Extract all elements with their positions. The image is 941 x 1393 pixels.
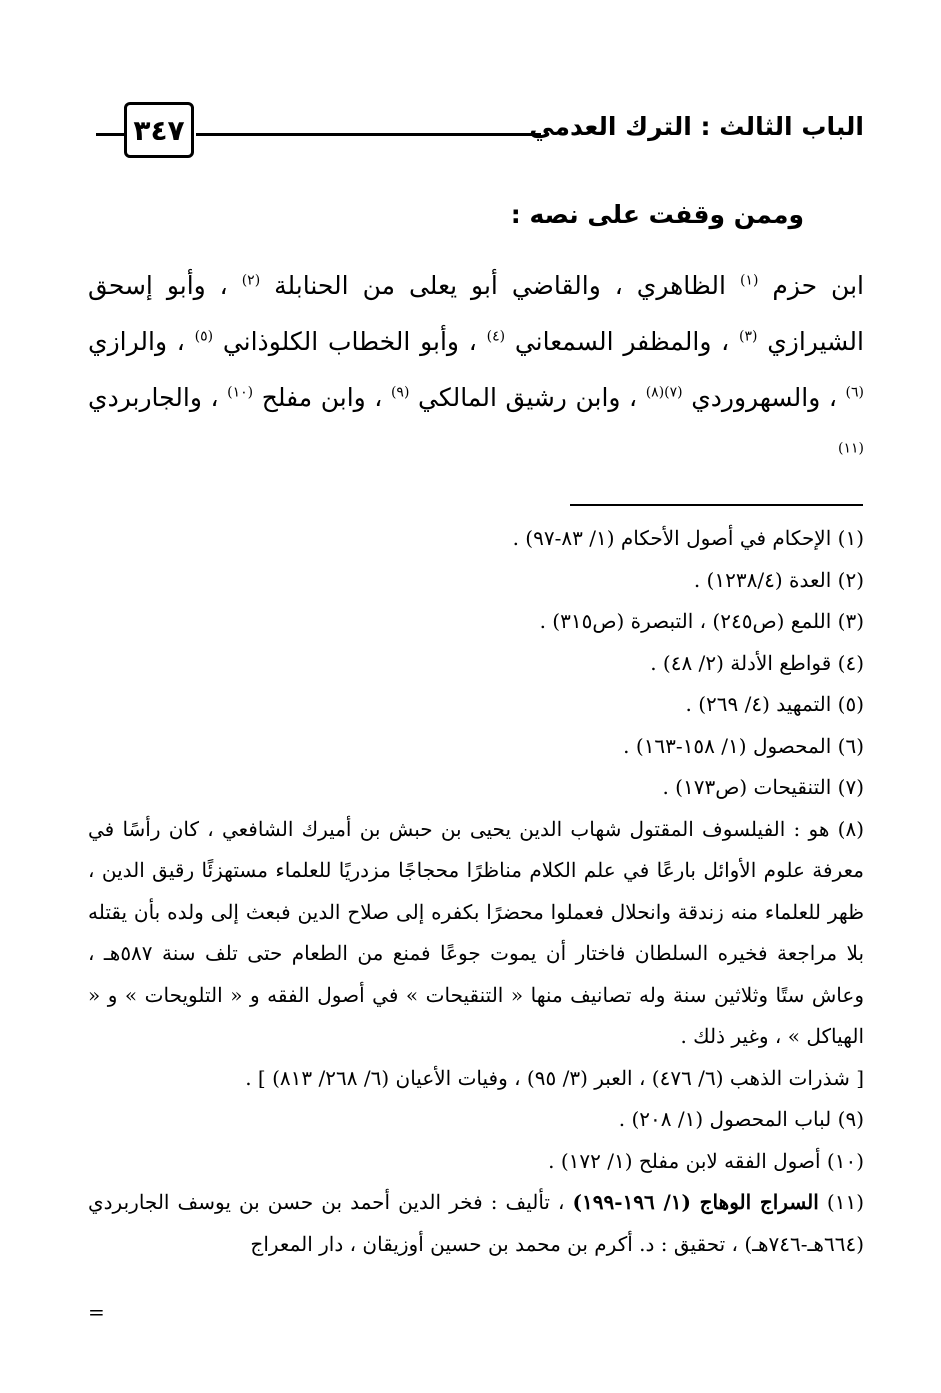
footnote-2: (٢) العدة (١٢٣٨/٤) .	[693, 567, 864, 592]
footnote-5: (٥) التمهيد (٤/ ٢٦٩) .	[685, 692, 864, 716]
body-text: ، والجاربردي	[88, 383, 228, 412]
footnote-1: (١) الإحكام في أصول الأحكام (١/ ٨٣-٩٧) .	[512, 526, 864, 550]
body-text: الظاهري ، والقاضي أبو يعلى من الحنابلة	[260, 271, 740, 300]
footnotes	[88, 518, 864, 1265]
body-text: ، والسهروردي	[682, 383, 846, 412]
footnote-7: (٧) التنقيحات (ص١٧٣) .	[662, 775, 864, 799]
footnote-ref[interactable]: (٣)	[738, 328, 758, 345]
footnote-11-text: ، تأليف : فخر الدين أحمد بن حسن بن يوسف الجاربردي (٦٦٤هـ-٧٤٦هـ) ، تحقيق : د. أكرم بن محمد بن حسين أوزيقان ، دار المعراج	[88, 1190, 864, 1256]
footnote-ref[interactable]: (٢)	[241, 272, 261, 289]
chapter-title: الباب الثالث : الترك العدمي	[529, 112, 864, 141]
footnote-ref[interactable]: (١١)	[838, 440, 864, 457]
continuation-mark: =	[88, 1300, 105, 1324]
footnote-8: (٨) هو : الفيلسوف المقتول شهاب الدين يحيى بن حبش بن أميرك الشافعي ، كان رأسًا في معرفة علوم الأوائل بارعًا في علم الكلام مناظرًا محجاجًا مزدريًا للعلماء مستهزئًا رقيق الدين ، ظهر للعلماء منه زندقة وانحلال فعملوا محضرًا بكفره إلى صلاح الدين فبعث إلى ولده بأن يقتله بلا مراجعة فخيره السلطان فاختار أن يموت جوعًا فمنع من الطعام حتى تلف سنة ٥٨٧هـ ، وعاش ستًا وثلاثين سنة وله تصانيف منها « التنقيحات » في أصول الفقه و « التلويحات » و « الهياكل » ، وغير ذلك .	[88, 816, 865, 1048]
body-text: ، وأبو الخطاب الكلوذاني	[213, 327, 487, 356]
footnote-ref[interactable]: (١)	[739, 272, 759, 289]
footnote-separator	[570, 504, 863, 506]
footnote-11-title: السراج الوهاج (١/ ١٩٦-١٩٩)	[572, 1190, 819, 1214]
footnote-ref[interactable]: (٩)	[390, 384, 410, 401]
page-header	[96, 98, 864, 164]
body-paragraph	[88, 258, 864, 482]
footnote-9: (٩) لباب المحصول (١/ ٢٠٨) .	[618, 1107, 864, 1131]
header-rule-left	[96, 133, 126, 136]
body-text: ، والرازي	[88, 327, 195, 356]
footnote-10: (١٠) أصول الفقه لابن مفلح (١/ ١٧٢) .	[548, 1148, 864, 1173]
footnote-11-number: (١١)	[826, 1190, 864, 1214]
body-text: ابن حزم	[758, 271, 864, 300]
footnote-ref[interactable]: (٥)	[194, 328, 214, 345]
header-rule-middle	[196, 133, 541, 136]
footnote-ref[interactable]: (٤)	[486, 328, 506, 345]
footnote-11	[88, 1182, 864, 1265]
footnote-3: (٣) اللمع (ص٢٤٥) ، التبصرة (ص٣١٥) .	[539, 609, 864, 633]
footnote-4: (٤) قواطع الأدلة (٢/ ٤٨) .	[650, 650, 864, 675]
footnote-6: (٦) المحصول (١/ ١٥٨-١٦٣) .	[623, 733, 864, 758]
body-text: ، وابن مفلح	[253, 383, 391, 412]
body-text: ، والمظفر السمعاني	[505, 327, 739, 356]
body-text: ، وابن رشيق المالكي	[409, 383, 646, 412]
page-number: ٣٤٧	[124, 102, 194, 158]
body-text: ، وأبو إسحق الشيرازي	[88, 271, 864, 356]
footnote-8-sources: [ شذرات الذهب (٦/ ٤٧٦) ، العبر (٣/ ٩٥) ، وفيات الأعيان (٦/ ٢٦٨/ ٨١٣) ] .	[245, 1065, 864, 1090]
footnote-ref[interactable]: (٦)	[845, 384, 864, 401]
footnote-ref[interactable]: (٧)(٨)	[645, 384, 683, 401]
footnote-ref[interactable]: (١٠)	[227, 384, 254, 401]
intro-line: وممن وقفت على نصه :	[510, 200, 804, 229]
